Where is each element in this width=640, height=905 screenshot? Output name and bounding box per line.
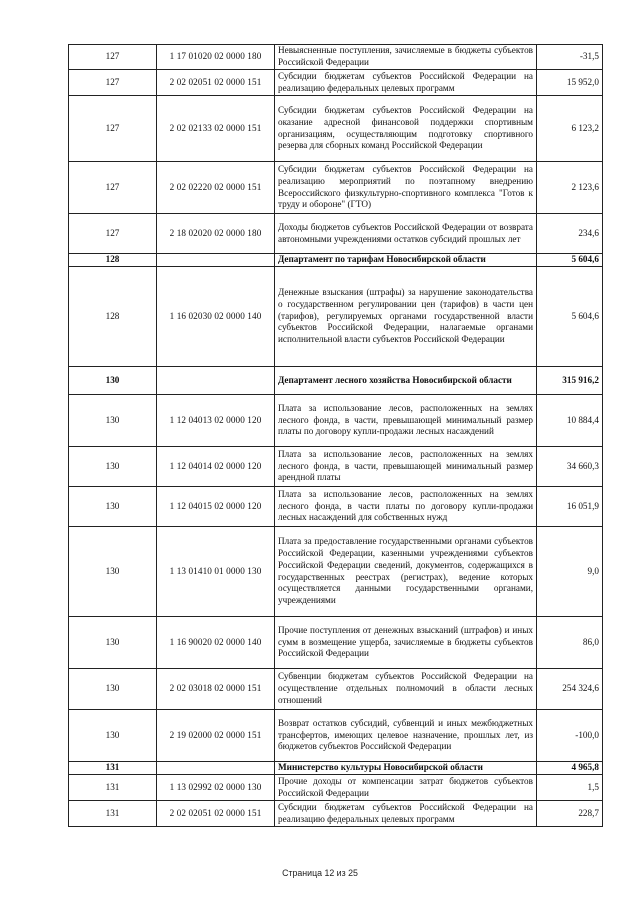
budget-revenue-table	[68, 44, 603, 827]
department-row	[69, 254, 603, 267]
table-row	[69, 487, 603, 527]
kbk-code-cell: 1 13 01410 01 0000 130	[157, 527, 275, 617]
admin-code-cell: 128	[69, 254, 157, 267]
table-row	[69, 214, 603, 254]
department-total-cell: 315 916,2	[537, 367, 603, 395]
kbk-code-cell	[157, 367, 275, 395]
revenue-name-cell: Плата за предоставление государственными органами субъектов Российской Федерации, казенными учреждениями субъектов Российской Федерации сведений, документов, содержащихся в государственных реестрах (регистрах), ведение которых осуществляется данными государственными органами, учреждениями	[275, 527, 537, 617]
amount-cell: 16 051,9	[537, 487, 603, 527]
revenue-name-cell: Субсидии бюджетам субъектов Российской Федерации на оказание адресной финансовой поддержки спортивным организациям, осуществляющим подготовку спортивного резерва для сборных команд Российской Федерации	[275, 96, 537, 162]
table-row	[69, 162, 603, 214]
admin-code-cell: 131	[69, 775, 157, 801]
department-name-cell: Министерство культуры Новосибирской области	[275, 762, 537, 775]
amount-cell: 86,0	[537, 617, 603, 669]
admin-code-cell: 127	[69, 214, 157, 254]
amount-cell: 254 324,6	[537, 669, 603, 710]
admin-code-cell: 131	[69, 801, 157, 827]
table-row	[69, 669, 603, 710]
table-row	[69, 267, 603, 367]
kbk-code-cell: 1 12 04014 02 0000 120	[157, 447, 275, 487]
kbk-code-cell: 1 12 04015 02 0000 120	[157, 487, 275, 527]
department-row	[69, 762, 603, 775]
kbk-code-cell: 2 02 02051 02 0000 151	[157, 70, 275, 96]
amount-cell: -100,0	[537, 710, 603, 762]
kbk-code-cell: 2 02 02220 02 0000 151	[157, 162, 275, 214]
admin-code-cell: 130	[69, 527, 157, 617]
revenue-name-cell: Прочие поступления от денежных взысканий (штрафов) и иных сумм в возмещение ущерба, зачисляемые в бюджеты субъектов Российской Федерации	[275, 617, 537, 669]
kbk-code-cell: 1 13 02992 02 0000 130	[157, 775, 275, 801]
admin-code-cell: 131	[69, 762, 157, 775]
department-total-cell: 4 965,8	[537, 762, 603, 775]
amount-cell: 234,6	[537, 214, 603, 254]
table-row	[69, 96, 603, 162]
admin-code-cell: 130	[69, 669, 157, 710]
revenue-name-cell: Денежные взыскания (штрафы) за нарушение законодательства о государственном регулировании цен (тарифов) в части цен (тарифов), регулируемых органами государственной власти субъектов Российской Федерации, налагаемые органами исполнительной власти субъектов Российской Федерации	[275, 267, 537, 367]
kbk-code-cell	[157, 762, 275, 775]
kbk-code-cell: 1 16 02030 02 0000 140	[157, 267, 275, 367]
admin-code-cell: 130	[69, 395, 157, 447]
table-row	[69, 617, 603, 669]
kbk-code-cell: 2 02 02133 02 0000 151	[157, 96, 275, 162]
amount-cell: 15 952,0	[537, 70, 603, 96]
admin-code-cell: 130	[69, 487, 157, 527]
department-name-cell: Департамент лесного хозяйства Новосибирской области	[275, 367, 537, 395]
amount-cell: -31,5	[537, 45, 603, 70]
amount-cell: 228,7	[537, 801, 603, 827]
table-row	[69, 801, 603, 827]
revenue-name-cell: Невыясненные поступления, зачисляемые в бюджеты субъектов Российской Федерации	[275, 45, 537, 70]
admin-code-cell: 127	[69, 70, 157, 96]
kbk-code-cell: 2 02 02051 02 0000 151	[157, 801, 275, 827]
department-name-cell: Департамент по тарифам Новосибирской области	[275, 254, 537, 267]
table-row	[69, 527, 603, 617]
kbk-code-cell	[157, 254, 275, 267]
table-body	[69, 45, 603, 827]
amount-cell: 10 884,4	[537, 395, 603, 447]
amount-cell: 2 123,6	[537, 162, 603, 214]
admin-code-cell: 128	[69, 267, 157, 367]
amount-cell: 9,0	[537, 527, 603, 617]
kbk-code-cell: 2 19 02000 02 0000 151	[157, 710, 275, 762]
admin-code-cell: 127	[69, 162, 157, 214]
table-row	[69, 45, 603, 70]
kbk-code-cell: 2 18 02020 02 0000 180	[157, 214, 275, 254]
revenue-name-cell: Прочие доходы от компенсации затрат бюджетов субъектов Российской Федерации	[275, 775, 537, 801]
department-total-cell: 5 604,6	[537, 254, 603, 267]
page-number: Страница 12 из 25	[282, 868, 358, 878]
amount-cell: 1,5	[537, 775, 603, 801]
table-row	[69, 395, 603, 447]
admin-code-cell: 130	[69, 710, 157, 762]
revenue-name-cell: Субвенции бюджетам субъектов Российской Федерации на осуществление отдельных полномочий в области лесных отношений	[275, 669, 537, 710]
revenue-name-cell: Плата за использование лесов, расположенных на землях лесного фонда, в части, превышающей минимальный размер арендной платы	[275, 447, 537, 487]
table-row	[69, 710, 603, 762]
revenue-name-cell: Доходы бюджетов субъектов Российской Федерации от возврата автономными учреждениями остатков субсидий прошлых лет	[275, 214, 537, 254]
revenue-name-cell: Субсидии бюджетам субъектов Российской Федерации на реализацию мероприятий по поэтапному внедрению Всероссийского физкультурно-спортивного комплекса "Готов к труду и обороне" (ГТО)	[275, 162, 537, 214]
admin-code-cell: 130	[69, 447, 157, 487]
table-row	[69, 775, 603, 801]
admin-code-cell: 127	[69, 96, 157, 162]
revenue-name-cell: Субсидии бюджетам субъектов Российской Федерации на реализацию федеральных целевых программ	[275, 70, 537, 96]
amount-cell: 34 660,3	[537, 447, 603, 487]
department-row	[69, 367, 603, 395]
table-row	[69, 70, 603, 96]
kbk-code-cell: 2 02 03018 02 0000 151	[157, 669, 275, 710]
admin-code-cell: 130	[69, 367, 157, 395]
admin-code-cell: 127	[69, 45, 157, 70]
kbk-code-cell: 1 16 90020 02 0000 140	[157, 617, 275, 669]
kbk-code-cell: 1 17 01020 02 0000 180	[157, 45, 275, 70]
table-row	[69, 447, 603, 487]
revenue-name-cell: Плата за использование лесов, расположенных на землях лесного фонда, в части платы по договору купли-продажи лесных насаждений для собственных нужд	[275, 487, 537, 527]
kbk-code-cell: 1 12 04013 02 0000 120	[157, 395, 275, 447]
revenue-name-cell: Возврат остатков субсидий, субвенций и иных межбюджетных трансфертов, имеющих целевое назначение, прошлых лет, из бюджетов субъектов Российской Федерации	[275, 710, 537, 762]
revenue-name-cell: Плата за использование лесов, расположенных на землях лесного фонда, в части, превышающей минимальный размер платы по договору купли-продажи лесных насаждений	[275, 395, 537, 447]
amount-cell: 6 123,2	[537, 96, 603, 162]
admin-code-cell: 130	[69, 617, 157, 669]
revenue-name-cell: Субсидии бюджетам субъектов Российской Федерации на реализацию федеральных целевых программ	[275, 801, 537, 827]
amount-cell: 5 604,6	[537, 267, 603, 367]
